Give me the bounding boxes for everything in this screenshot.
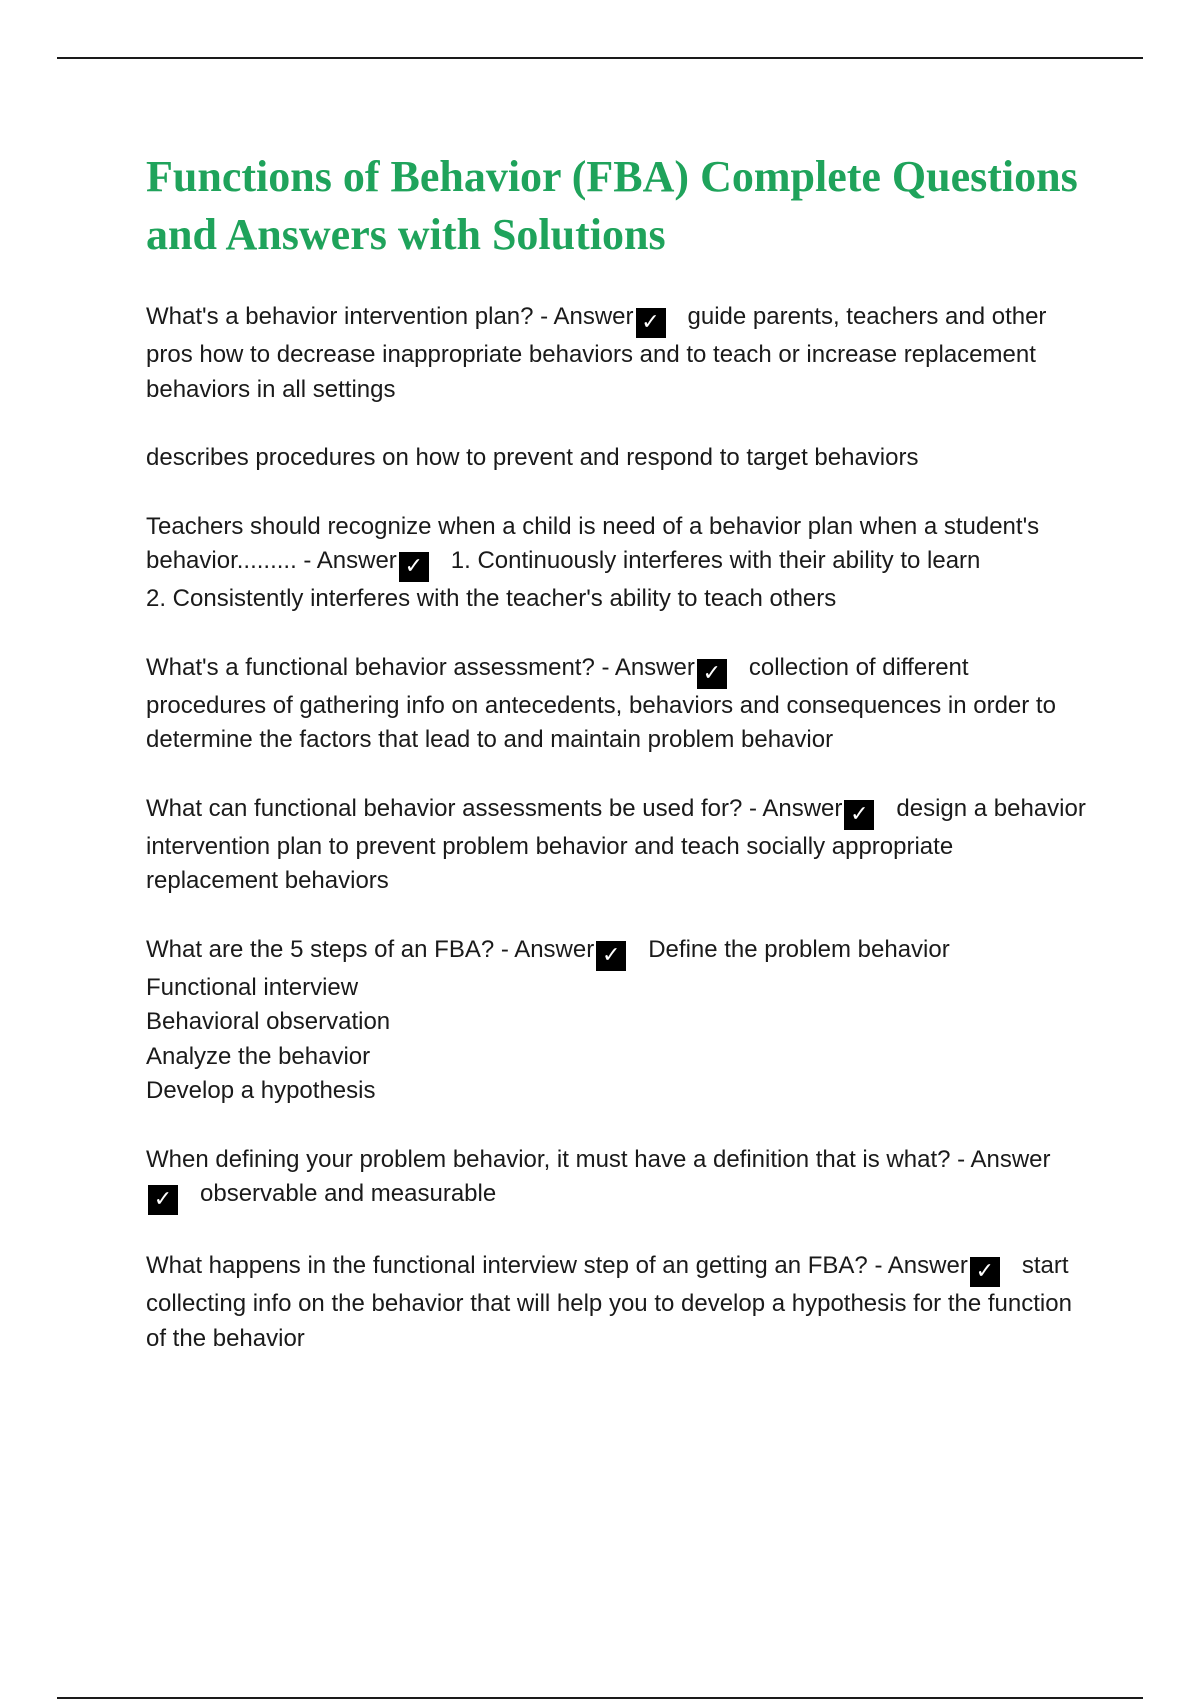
qa-item-5 — [146, 933, 1086, 1109]
paragraph-gap — [146, 407, 1086, 441]
question-text: What happens in the functional interview step of an getting an FBA? - Answer — [146, 1252, 968, 1279]
top-rule — [57, 57, 1143, 59]
qa-item-1 — [146, 300, 1086, 476]
bottom-rule — [57, 1697, 1143, 1699]
answer-text: Define the problem behavior — [648, 935, 950, 963]
checkmark-icon: ✓ — [148, 1185, 178, 1215]
checkmark-icon: ✓ — [697, 659, 727, 689]
step-item: Analyze the behavior — [146, 1042, 371, 1070]
question-text: When defining your problem behavior, it must have a definition that is what? - Answer — [146, 1145, 1051, 1173]
answer-text: observable and measurable — [200, 1180, 497, 1207]
answer-line-2: 2. Consistently interferes with the teacher's ability to teach others — [146, 585, 837, 612]
question-text: What can functional behavior assessments be used for? - Answer — [146, 794, 843, 822]
answer-text: start collecting info on the behavior that will help you to develop a hypothesis for the function of the behavior — [146, 1252, 1072, 1352]
checkmark-icon: ✓ — [399, 552, 429, 582]
checkmark-icon: ✓ — [970, 1257, 1000, 1287]
answer-extra-text: describes procedures on how to prevent and respond to target behaviors — [146, 444, 919, 471]
question-text: What's a functional behavior assessment? - Answer — [146, 653, 695, 681]
checkmark-icon: ✓ — [844, 800, 874, 830]
answer-text: guide parents, teachers and other pros how to decrease inappropriate behaviors and to teach or increase replacement behaviors in all settings — [146, 303, 1047, 403]
step-item: Functional interview — [146, 973, 359, 1001]
step-item: Behavioral observation — [146, 1008, 391, 1035]
qa-item-3 — [146, 651, 1086, 758]
qa-item-2 — [146, 510, 1086, 617]
document-title: Functions of Behavior (FBA) Complete Questions and Answers with Solutions — [146, 152, 1078, 259]
qa-item-6 — [146, 1143, 1086, 1216]
question-text: Teachers should recognize when a child is need of a behavior plan when a student's behavior......... - Answer — [146, 512, 1040, 574]
question-text: What are the 5 steps of an FBA? - Answer — [146, 935, 595, 963]
qa-item-4 — [146, 792, 1086, 899]
question-text: What's a behavior intervention plan? - Answer — [146, 303, 634, 330]
step-item: Develop a hypothesis — [146, 1077, 376, 1104]
checkmark-icon: ✓ — [596, 941, 626, 971]
answer-text: collection of different procedures of gathering info on antecedents, behaviors and consequences in order to determine the factors that lead to and maintain problem behavior — [146, 653, 1056, 753]
checkmark-icon: ✓ — [636, 308, 666, 338]
qa-item-7 — [146, 1249, 1086, 1356]
answer-text: 1. Continuously interferes with their ability to learn — [450, 547, 981, 574]
answer-text: design a behavior intervention plan to prevent problem behavior and teach socially appropriate replacement behaviors — [146, 794, 1086, 894]
document-body — [146, 140, 1086, 1390]
